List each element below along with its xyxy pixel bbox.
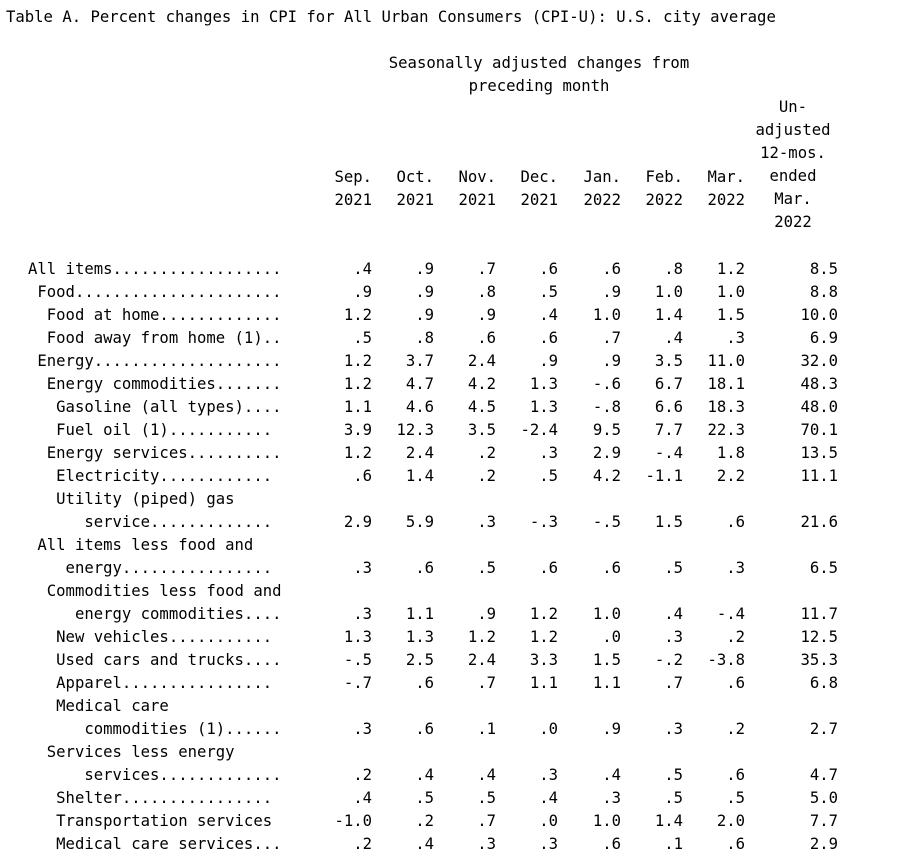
monthly-value-cell: .2: [415, 812, 434, 830]
unadjusted-value-cell: 21.6: [800, 513, 838, 531]
monthly-value-cell: -.5: [592, 513, 621, 531]
monthly-value-cell: -.5: [343, 651, 372, 669]
monthly-value-cell: 12.3: [396, 421, 434, 439]
group-header-line-1: Seasonally adjusted changes from: [388, 54, 690, 72]
monthly-value-cell: 2.4: [467, 352, 496, 370]
monthly-value-cell: .3: [539, 835, 558, 853]
monthly-value-cell: 1.0: [592, 812, 621, 830]
monthly-value-cell: .9: [539, 352, 558, 370]
monthly-value-cell: 1.8: [716, 444, 745, 462]
monthly-value-cell: .4: [539, 306, 558, 324]
monthly-value-cell: 1.2: [529, 605, 558, 623]
monthly-value-cell: 11.0: [707, 352, 745, 370]
monthly-value-cell: .4: [602, 766, 621, 784]
monthly-value-cell: .7: [602, 329, 621, 347]
monthly-value-cell: .6: [726, 674, 745, 692]
monthly-value-cell: .9: [477, 306, 496, 324]
monthly-value-cell: 1.0: [716, 283, 745, 301]
monthly-value-cell: 1.0: [654, 283, 683, 301]
monthly-value-cell: 5.9: [405, 513, 434, 531]
monthly-value-cell: .8: [415, 329, 434, 347]
monthly-value-cell: .0: [539, 720, 558, 738]
monthly-value-cell: .3: [477, 835, 496, 853]
monthly-value-cell: -.4: [654, 444, 683, 462]
monthly-value-cell: .9: [602, 720, 621, 738]
monthly-value-cell: 7.7: [654, 421, 683, 439]
unadjusted-value-cell: 8.8: [809, 283, 838, 301]
monthly-value-cell: 9.5: [592, 421, 621, 439]
row-label: Utility (piped) gas: [28, 490, 235, 508]
monthly-value-cell: 1.1: [592, 674, 621, 692]
monthly-value-cell: .3: [726, 559, 745, 577]
monthly-value-cell: .5: [726, 789, 745, 807]
monthly-value-cell: .6: [539, 559, 558, 577]
monthly-value-cell: 1.2: [343, 306, 372, 324]
monthly-value-cell: .9: [415, 306, 434, 324]
monthly-value-cell: .6: [602, 260, 621, 278]
monthly-value-cell: .2: [353, 766, 372, 784]
monthly-value-cell: .6: [602, 835, 621, 853]
monthly-value-cell: .2: [477, 467, 496, 485]
month-header-l1: Jan.: [583, 168, 621, 186]
monthly-value-cell: .9: [353, 283, 372, 301]
unadjusted-value-cell: 10.0: [800, 306, 838, 324]
row-label: Services less energy: [28, 743, 235, 761]
month-header-l1: Dec.: [520, 168, 558, 186]
month-header-l1: Sep.: [334, 168, 372, 186]
monthly-value-cell: .5: [664, 559, 683, 577]
monthly-value-cell: 1.3: [343, 628, 372, 646]
row-label: Food away from home (1)..: [28, 329, 282, 347]
monthly-value-cell: .3: [539, 444, 558, 462]
monthly-value-cell: -1.0: [334, 812, 372, 830]
monthly-value-cell: .5: [664, 766, 683, 784]
monthly-value-cell: .0: [539, 812, 558, 830]
monthly-value-cell: .6: [415, 559, 434, 577]
monthly-value-cell: -.6: [592, 375, 621, 393]
row-label: New vehicles...........: [28, 628, 273, 646]
monthly-value-cell: .2: [726, 628, 745, 646]
unadjusted-value-cell: 5.0: [809, 789, 838, 807]
month-header-l2: 2021: [396, 191, 434, 209]
monthly-value-cell: -.4: [716, 605, 745, 623]
monthly-value-cell: .3: [539, 766, 558, 784]
monthly-value-cell: -3.8: [707, 651, 745, 669]
unadjusted-value-cell: 4.7: [809, 766, 838, 784]
monthly-value-cell: 1.0: [592, 306, 621, 324]
monthly-value-cell: .7: [664, 674, 683, 692]
monthly-value-cell: 22.3: [707, 421, 745, 439]
monthly-value-cell: .4: [353, 789, 372, 807]
monthly-value-cell: .5: [353, 329, 372, 347]
monthly-value-cell: -1.1: [645, 467, 683, 485]
monthly-value-cell: 3.3: [529, 651, 558, 669]
monthly-value-cell: 3.7: [405, 352, 434, 370]
monthly-value-cell: .3: [726, 329, 745, 347]
monthly-value-cell: 1.1: [343, 398, 372, 416]
month-header-l1: Feb.: [645, 168, 683, 186]
row-label: services.............: [28, 766, 282, 784]
monthly-value-cell: 1.1: [529, 674, 558, 692]
row-label: commodities (1)......: [28, 720, 282, 738]
monthly-value-cell: 1.5: [654, 513, 683, 531]
unadjusted-value-cell: 11.7: [800, 605, 838, 623]
monthly-value-cell: .3: [664, 720, 683, 738]
monthly-value-cell: .1: [664, 835, 683, 853]
monthly-value-cell: .5: [415, 789, 434, 807]
monthly-value-cell: .0: [602, 628, 621, 646]
monthly-value-cell: .4: [415, 835, 434, 853]
unadjusted-value-cell: 12.5: [800, 628, 838, 646]
monthly-value-cell: 1.4: [405, 467, 434, 485]
monthly-value-cell: .6: [726, 766, 745, 784]
monthly-value-cell: 3.5: [467, 421, 496, 439]
monthly-value-cell: .3: [477, 513, 496, 531]
monthly-value-cell: 1.2: [343, 444, 372, 462]
monthly-value-cell: 2.0: [716, 812, 745, 830]
monthly-value-cell: .2: [726, 720, 745, 738]
monthly-value-cell: 4.5: [467, 398, 496, 416]
unadjusted-value-cell: 6.9: [809, 329, 838, 347]
monthly-value-cell: 1.2: [467, 628, 496, 646]
monthly-value-cell: .6: [539, 260, 558, 278]
monthly-value-cell: .1: [477, 720, 496, 738]
monthly-value-cell: 1.4: [654, 306, 683, 324]
table-title: Table A. Percent changes in CPI for All Urban Consumers (CPI-U): U.S. city average: [6, 8, 776, 26]
monthly-value-cell: 1.4: [654, 812, 683, 830]
row-label: Used cars and trucks....: [28, 651, 282, 669]
month-header-l2: 2021: [520, 191, 558, 209]
monthly-value-cell: 1.3: [529, 398, 558, 416]
monthly-value-cell: 1.2: [343, 375, 372, 393]
group-header-line-2: preceding month: [468, 77, 610, 95]
monthly-value-cell: 2.4: [405, 444, 434, 462]
row-label: Energy services..........: [28, 444, 282, 462]
monthly-value-cell: 2.2: [716, 467, 745, 485]
monthly-value-cell: .7: [477, 260, 496, 278]
monthly-value-cell: .6: [353, 467, 372, 485]
monthly-value-cell: 1.3: [405, 628, 434, 646]
month-header-l2: 2021: [334, 191, 372, 209]
monthly-value-cell: .5: [539, 467, 558, 485]
monthly-value-cell: 1.5: [716, 306, 745, 324]
row-label: Energy commodities.......: [28, 375, 282, 393]
monthly-value-cell: -.8: [592, 398, 621, 416]
month-header-l2: 2021: [458, 191, 496, 209]
monthly-value-cell: .4: [353, 260, 372, 278]
monthly-value-cell: .7: [477, 812, 496, 830]
monthly-value-cell: .9: [415, 283, 434, 301]
monthly-value-cell: 6.6: [654, 398, 683, 416]
monthly-value-cell: .6: [477, 329, 496, 347]
monthly-value-cell: 3.5: [654, 352, 683, 370]
row-label: Food at home.............: [28, 306, 282, 324]
monthly-value-cell: 18.1: [707, 375, 745, 393]
row-label: Medical care: [28, 697, 169, 715]
monthly-value-cell: .4: [664, 605, 683, 623]
monthly-value-cell: 1.5: [592, 651, 621, 669]
monthly-value-cell: 1.2: [529, 628, 558, 646]
monthly-value-cell: .6: [415, 720, 434, 738]
unadjusted-value-cell: 48.0: [800, 398, 838, 416]
unadjusted-header-line: 2022: [774, 213, 812, 231]
monthly-value-cell: .4: [664, 329, 683, 347]
unadjusted-header-line: Mar.: [774, 190, 812, 208]
monthly-value-cell: -.7: [343, 674, 372, 692]
row-label: Electricity............: [28, 467, 273, 485]
row-label: Gasoline (all types)....: [28, 398, 282, 416]
unadjusted-header-line: Un-: [778, 98, 808, 116]
row-label: Food......................: [28, 283, 282, 301]
row-label: Apparel................: [28, 674, 273, 692]
unadjusted-value-cell: 11.1: [800, 467, 838, 485]
monthly-value-cell: .5: [664, 789, 683, 807]
row-label: energy commodities....: [28, 605, 282, 623]
row-label: energy................: [28, 559, 273, 577]
unadjusted-value-cell: 48.3: [800, 375, 838, 393]
monthly-value-cell: -.3: [529, 513, 558, 531]
monthly-value-cell: .9: [602, 283, 621, 301]
monthly-value-cell: -2.4: [520, 421, 558, 439]
month-header-l2: 2022: [645, 191, 683, 209]
monthly-value-cell: .3: [664, 628, 683, 646]
monthly-value-cell: .2: [353, 835, 372, 853]
month-header-l2: 2022: [583, 191, 621, 209]
row-label: Fuel oil (1)...........: [28, 421, 273, 439]
row-label: Commodities less food and: [28, 582, 282, 600]
monthly-value-cell: .3: [353, 605, 372, 623]
row-label: Medical care services...: [28, 835, 282, 853]
monthly-value-cell: 18.3: [707, 398, 745, 416]
unadjusted-value-cell: 13.5: [800, 444, 838, 462]
monthly-value-cell: .6: [602, 559, 621, 577]
monthly-value-cell: .6: [726, 513, 745, 531]
monthly-value-cell: 4.2: [467, 375, 496, 393]
monthly-value-cell: 1.0: [592, 605, 621, 623]
monthly-value-cell: -.2: [654, 651, 683, 669]
unadjusted-header-line: adjusted: [755, 121, 831, 139]
month-header-l1: Oct.: [396, 168, 434, 186]
monthly-value-cell: 1.3: [529, 375, 558, 393]
unadjusted-header-line: 12-mos.: [760, 144, 826, 162]
row-label: All items less food and: [28, 536, 254, 554]
unadjusted-value-cell: 32.0: [800, 352, 838, 370]
monthly-value-cell: 1.2: [716, 260, 745, 278]
monthly-value-cell: .5: [539, 283, 558, 301]
monthly-value-cell: 3.9: [343, 421, 372, 439]
monthly-value-cell: .8: [477, 283, 496, 301]
monthly-value-cell: .6: [539, 329, 558, 347]
monthly-value-cell: .9: [477, 605, 496, 623]
monthly-value-cell: 2.5: [405, 651, 434, 669]
row-label: All items..................: [28, 260, 282, 278]
monthly-value-cell: .3: [353, 559, 372, 577]
monthly-value-cell: .2: [477, 444, 496, 462]
monthly-value-cell: .7: [477, 674, 496, 692]
unadjusted-value-cell: 70.1: [800, 421, 838, 439]
month-header-l1: Nov.: [458, 168, 496, 186]
monthly-value-cell: .4: [477, 766, 496, 784]
monthly-value-cell: .4: [539, 789, 558, 807]
monthly-value-cell: 6.7: [654, 375, 683, 393]
monthly-value-cell: .9: [602, 352, 621, 370]
unadjusted-value-cell: 35.3: [800, 651, 838, 669]
monthly-value-cell: .6: [726, 835, 745, 853]
month-header-l2: 2022: [707, 191, 745, 209]
monthly-value-cell: 1.2: [343, 352, 372, 370]
row-label: Energy....................: [28, 352, 282, 370]
monthly-value-cell: .6: [415, 674, 434, 692]
monthly-value-cell: 2.9: [592, 444, 621, 462]
row-label: Transportation services: [28, 812, 273, 830]
monthly-value-cell: 4.6: [405, 398, 434, 416]
monthly-value-cell: 2.4: [467, 651, 496, 669]
monthly-value-cell: 4.2: [592, 467, 621, 485]
monthly-value-cell: 4.7: [405, 375, 434, 393]
row-label: Shelter................: [28, 789, 273, 807]
unadjusted-value-cell: 8.5: [809, 260, 838, 278]
monthly-value-cell: 2.9: [343, 513, 372, 531]
unadjusted-header-line: ended: [769, 167, 817, 185]
unadjusted-value-cell: 2.7: [809, 720, 838, 738]
month-header-l1: Mar.: [707, 168, 745, 186]
monthly-value-cell: 1.1: [405, 605, 434, 623]
row-label: service.............: [28, 513, 273, 531]
monthly-value-cell: .3: [602, 789, 621, 807]
monthly-value-cell: .5: [477, 789, 496, 807]
unadjusted-value-cell: 2.9: [809, 835, 838, 853]
unadjusted-value-cell: 6.5: [809, 559, 838, 577]
monthly-value-cell: .9: [415, 260, 434, 278]
monthly-value-cell: .8: [664, 260, 683, 278]
unadjusted-value-cell: 6.8: [809, 674, 838, 692]
monthly-value-cell: .5: [477, 559, 496, 577]
monthly-value-cell: .4: [415, 766, 434, 784]
monthly-value-cell: .3: [353, 720, 372, 738]
unadjusted-value-cell: 7.7: [809, 812, 838, 830]
